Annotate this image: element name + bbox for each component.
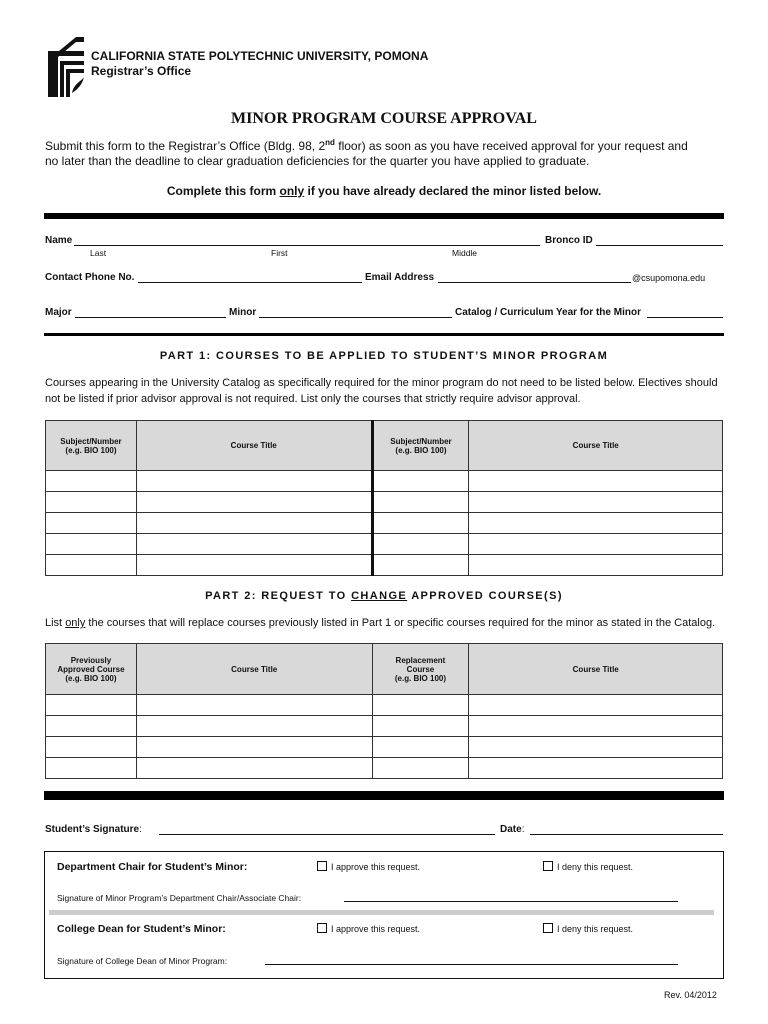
phone-label: Contact Phone No. [45,272,135,283]
dean-signature-label: Signature of College Dean of Minor Program: [57,956,228,966]
table-cell[interactable] [372,555,469,576]
col-course-title: Course Title [469,421,723,471]
chair-signature-label: Signature of Minor Program’s Department Chair/Associate Chair: [57,893,302,903]
col-course-title: Course Title [469,644,723,695]
table-row [46,492,723,513]
checkbox[interactable] [317,923,327,933]
office-name: Registrar’s Office [91,64,192,78]
chair-approve-option[interactable]: I approve this request. [317,861,420,872]
table-row [46,513,723,534]
notice: Complete this form only if you have already declared the minor listed below. [166,184,602,198]
checkbox[interactable] [543,923,553,933]
table-cell[interactable] [136,471,372,492]
chair-label: Department Chair for Student’s Minor: [57,861,248,873]
table-cell[interactable] [372,758,469,779]
middle-caption: Middle [452,248,478,258]
table-cell[interactable] [136,555,372,576]
table-cell[interactable] [372,534,469,555]
divider-top [44,213,724,219]
part1-table [45,420,723,576]
col-previously-approved: Previously Approved Course (e.g. BIO 100) [46,644,137,695]
part1-desc-1: Courses appearing in the University Catalog as specifically required for the minor program do not need to be listed below. Electives should [45,377,718,389]
table-cell[interactable] [372,695,469,716]
date-label: Date: [500,824,525,835]
date-field[interactable] [530,834,723,835]
page-title: MINOR PROGRAM COURSE APPROVAL [231,110,537,127]
last-caption: Last [90,248,107,258]
student-signature-field[interactable] [159,834,495,835]
table-cell[interactable] [469,695,723,716]
catalog-field[interactable] [647,317,723,318]
table-cell[interactable] [469,758,723,779]
table-cell[interactable] [469,492,723,513]
table-cell[interactable] [372,716,469,737]
table-header-row [46,644,723,695]
part1-heading: PART 1: COURSES TO BE APPLIED TO STUDENT’S MINOR PROGRAM [159,350,609,362]
university-name: CALIFORNIA STATE POLYTECHNIC UNIVERSITY, POMONA [91,49,429,63]
intro-line-1: Submit this form to the Registrar’s Office (Bldg. 98, 2nd floor) as soon as you have received approval for your request and [45,138,688,153]
email-domain: @csupomona.edu [632,273,706,283]
intro-line-2: no later than the deadline to clear graduation deficiencies for the quarter you have applied to graduate. [45,154,590,168]
bronco-id-label: Bronco ID [545,235,593,246]
name-label: Name [45,235,73,246]
table-cell[interactable] [469,555,723,576]
table-cell[interactable] [46,492,137,513]
table-cell[interactable] [136,716,372,737]
table-cell[interactable] [469,513,723,534]
table-cell[interactable] [46,758,137,779]
minor-field[interactable] [259,317,452,318]
table-cell[interactable] [46,737,137,758]
first-caption: First [271,248,288,258]
chair-deny-option[interactable]: I deny this request. [543,861,633,872]
part2-table [45,643,723,779]
table-cell[interactable] [372,513,469,534]
chair-signature-field[interactable] [344,901,678,902]
name-field[interactable] [74,245,540,246]
major-label: Major [45,307,72,318]
table-header-row [46,421,723,471]
email-field[interactable] [438,282,631,283]
table-row [46,471,723,492]
revision-label: Rev. 04/2012 [664,990,717,1000]
col-subject-number: Subject/Number (e.g. BIO 100) [372,421,469,471]
table-cell[interactable] [136,534,372,555]
table-cell[interactable] [46,555,137,576]
table-cell[interactable] [469,471,723,492]
col-replacement-course: Replacement Course (e.g. BIO 100) [372,644,469,695]
table-row [46,695,723,716]
divider-info [44,333,724,336]
table-row [46,534,723,555]
table-row [46,555,723,576]
university-logo [46,37,86,99]
table-cell[interactable] [136,758,372,779]
major-field[interactable] [75,317,226,318]
table-cell[interactable] [136,513,372,534]
part2-heading: PART 2: REQUEST TO CHANGE APPROVED COURSE(S) [205,590,563,602]
divider-bottom [44,791,724,800]
dean-approve-option[interactable]: I approve this request. [317,923,420,934]
table-cell[interactable] [136,492,372,513]
table-cell[interactable] [372,492,469,513]
email-label: Email Address [365,272,435,283]
table-row [46,716,723,737]
part2-desc: List only the courses that will replace courses previously listed in Part 1 or specific courses required for the minor as stated in the Catalog. [45,617,716,629]
table-cell[interactable] [46,471,137,492]
table-cell[interactable] [46,695,137,716]
col-course-title: Course Title [136,421,372,471]
table-cell[interactable] [469,716,723,737]
bronco-id-field[interactable] [596,245,723,246]
table-cell[interactable] [372,737,469,758]
minor-label: Minor [229,307,257,318]
table-row [46,737,723,758]
part1-desc-2: not be listed if prior advisor approval is not required. List only the courses that strictly require advisor approval. [45,393,581,405]
table-cell[interactable] [136,695,372,716]
table-cell[interactable] [372,471,469,492]
dean-label: College Dean for Student’s Minor: [57,923,226,935]
dean-signature-field[interactable] [265,964,678,965]
checkbox[interactable] [543,861,553,871]
section-separator [49,910,714,915]
table-cell[interactable] [469,737,723,758]
student-signature-label: Student’s Signature: [45,824,142,835]
table-cell[interactable] [46,534,137,555]
table-cell[interactable] [46,513,137,534]
table-cell[interactable] [46,716,137,737]
col-subject-number: Subject/Number (e.g. BIO 100) [46,421,137,471]
checkbox[interactable] [317,861,327,871]
catalog-label: Catalog / Curriculum Year for the Minor [455,307,641,318]
col-course-title: Course Title [136,644,372,695]
table-cell[interactable] [469,534,723,555]
table-cell[interactable] [136,737,372,758]
table-row [46,758,723,779]
dean-deny-option[interactable]: I deny this request. [543,923,633,934]
phone-field[interactable] [138,282,362,283]
